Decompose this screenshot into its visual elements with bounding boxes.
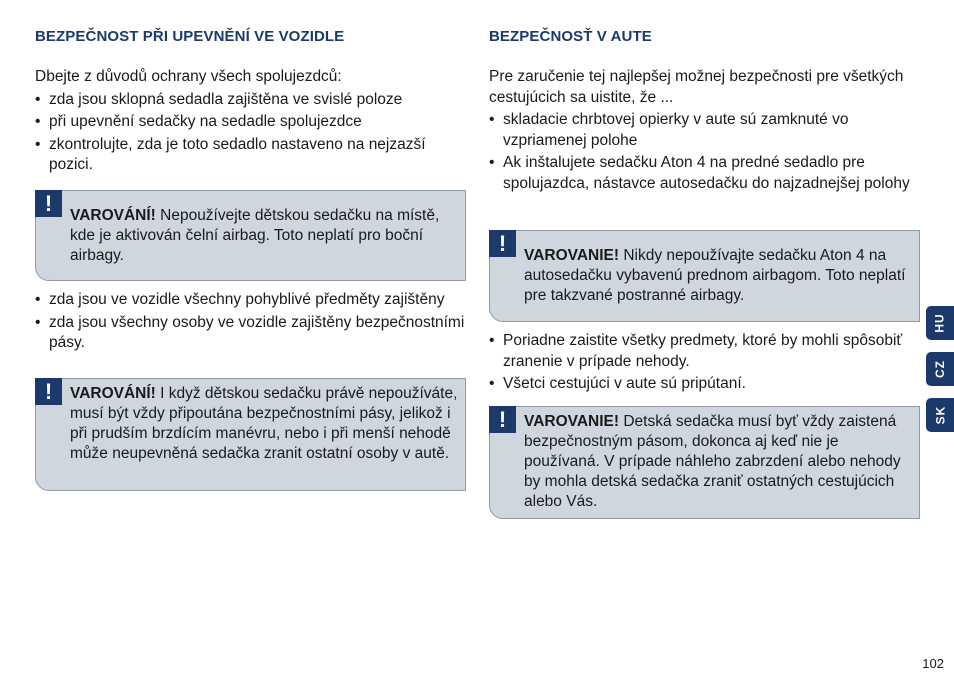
warning-icon: ! (35, 378, 62, 405)
tab-label: SK (932, 405, 947, 425)
list-item: • zda jsou sklopná sedadla zajištěna ve svislé poloze (35, 90, 465, 111)
language-tab-sk[interactable] (926, 398, 954, 432)
right-bullet-list-1 (489, 110, 914, 194)
list-item: • skladacie chrbtovej opierky v aute sú zamknuté vo vzpriamenej polohe (489, 110, 914, 151)
left-warning-1-text (70, 206, 462, 266)
warning-label: VAROVÁNÍ! (70, 385, 156, 402)
list-item: • zda jsou všechny osoby ve vozidle zajištěny bezpečnostními pásy. (35, 313, 465, 354)
list-item: • Poriadne zaistite všetky predmety, ktoré by mohli spôsobiť zranenie v prípade nehody. (489, 331, 914, 372)
right-warning-box-2 (489, 406, 920, 519)
warning-icon: ! (35, 190, 62, 217)
warning-body: I když dětskou sedačku právě nepoužíváte, musí být vždy připoutána bezpečnostními pásy, jelikož i při prudším brzdícím manévru, nebo i při menší nehodě může neupevněná sedačka zranit ostatní osoby v autě. (70, 385, 458, 462)
left-warning-box-1 (35, 190, 466, 281)
list-item: • Všetci cestujúci v aute sú pripútaní. (489, 374, 914, 395)
tab-label: CZ (933, 360, 947, 378)
warning-body: Nepoužívejte dětskou sedačku na místě, kde je aktivován čelní airbag. Toto neplatí pro boční airbagy. (70, 207, 440, 264)
left-bullet-list-1 (35, 90, 465, 176)
list-item: • zkontrolujte, zda je toto sedadlo nastaveno na nejzazší pozici. (35, 135, 465, 176)
language-tab-hu[interactable] (926, 306, 954, 340)
list-item: • při upevnění sedačky na sedadle spolujezdce (35, 112, 465, 133)
right-warning-1-text (524, 246, 916, 306)
warning-icon: ! (489, 406, 516, 433)
left-warning-box-2 (35, 378, 466, 491)
warning-body: Nikdy nepoužívajte sedačku Aton 4 na autosedačku vybavenú prednom airbagom. Toto neplatí pre takzvané postranné airbagy. (524, 247, 906, 304)
right-intro: Pre zaručenie tej najlepšej možnej bezpečnosti pre všetkých cestujúcich sa uistite, že ... (489, 68, 904, 106)
left-warning-2-text (70, 384, 462, 464)
warning-label: VAROVANIE! (524, 247, 620, 264)
left-bullets-block-2 (35, 288, 465, 354)
warning-label: VAROVÁNÍ! (70, 207, 156, 224)
right-bullets-block-2 (489, 329, 914, 395)
right-heading: BEZPEČNOSŤ V AUTE (489, 28, 652, 45)
warning-icon: ! (489, 230, 516, 257)
page-number: 102 (922, 656, 944, 671)
left-heading: BEZPEČNOST PŘI UPEVNĚNÍ VE VOZIDLE (35, 28, 345, 45)
right-intro-block (489, 67, 914, 194)
right-warning-2-text (524, 412, 916, 512)
language-tab-cz[interactable] (926, 352, 954, 386)
left-intro-block (35, 67, 465, 176)
warning-label: VAROVANIE! (524, 413, 620, 430)
left-intro: Dbejte z důvodů ochrany všech spolujezdců: (35, 68, 342, 85)
list-item: • zda jsou ve vozidle všechny pohyblivé předměty zajištěny (35, 290, 465, 311)
left-bullet-list-2 (35, 290, 465, 354)
warning-body: Detská sedačka musí byť vždy zaistená bezpečnostným pásom, dokonca aj keď nie je používaná. V prípade náhleho zabrzdení alebo nehody by mohla detská sedačka zraniť ostatných cestujúcich alebo Vás. (524, 413, 901, 510)
right-bullet-list-2 (489, 331, 914, 395)
list-item: • Ak inštalujete sedačku Aton 4 na predné sedadlo pre spolujazdca, nástavce autosedačku do najzadnejšej polohy (489, 153, 914, 194)
tab-label: HU (933, 313, 947, 333)
right-warning-box-1 (489, 230, 920, 322)
